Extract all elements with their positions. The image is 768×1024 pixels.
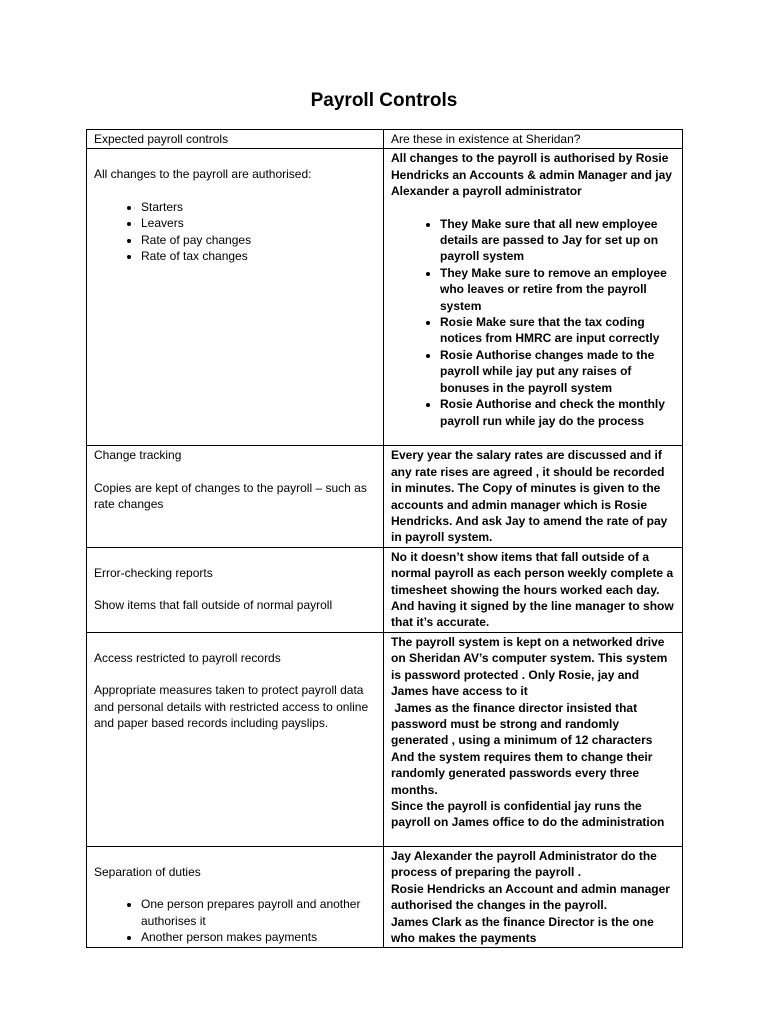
list-item: • They Make sure to remove an employee who leaves or retire from the payroll system xyxy=(440,265,675,314)
answer-paragraph: Jay Alexander the payroll Administrator do the process of preparing the payroll . xyxy=(391,848,657,880)
answer-list xyxy=(391,216,675,429)
row-description: Show items that fall outside of normal payroll xyxy=(94,598,333,613)
row-description: Copies are kept of changes to the payroll – such as rate changes xyxy=(94,480,367,512)
row-separation-left xyxy=(87,846,384,947)
answer-paragraph: James as the finance director insisted that password must be strong and randomly generated , using a minimum of 12 characters xyxy=(391,700,653,748)
row-separation-right xyxy=(384,846,683,947)
row-authorisation-right xyxy=(384,149,683,446)
answer-text: Every year the salary rates are discussed and if any rate rises are agreed , it should be recorded in minutes. The Copy of minutes is given to the accounts and admin manager which is Rosie Hendricks. And ask Jay to amend the rate of pay in payroll system. xyxy=(391,448,668,545)
list-item: • Starters xyxy=(141,199,376,215)
list-item: • Rosie Make sure that the tax coding notices from HMRC are input correctly xyxy=(440,314,675,347)
row-label: All changes to the payroll are authorised: xyxy=(94,167,312,182)
table-row xyxy=(87,149,683,446)
list-item: • One person prepares payroll and another authorises it xyxy=(141,896,376,929)
row-access-right xyxy=(384,632,683,846)
row-description: Appropriate measures taken to protect payroll data and personal details with restricted access to online and paper based records including payslips. xyxy=(94,683,369,731)
answer-paragraph: The payroll system is kept on a networked drive on Sheridan AV’s computer system. This system is password protected . Only Rosie, jay and James have access to it xyxy=(391,634,668,699)
answer-paragraph: Rosie Hendricks an Account and admin manager authorised the changes in the payroll. xyxy=(391,881,670,913)
table-row xyxy=(87,846,683,947)
answer-paragraph: Since the payroll is confidential jay runs the payroll on James office to do the administration xyxy=(391,798,665,830)
answer-paragraph: And the system requires them to change their randomly generated passwords every three months. xyxy=(391,749,653,797)
row-error-checking-left xyxy=(87,547,384,632)
table-row xyxy=(87,547,683,632)
answer-text: All changes to the payroll is authorised by Rosie Hendricks an Accounts & admin Manager and jay Alexander a payroll administrator xyxy=(391,151,672,199)
list-item: • Rate of pay changes xyxy=(141,232,376,248)
list-item: • Rate of tax changes xyxy=(141,248,376,264)
list-item: • Rosie Authorise changes made to the payroll while jay put any raises of bonuses in the payroll system xyxy=(440,347,675,396)
row-access-left xyxy=(87,632,384,846)
row-authorisation-left xyxy=(87,149,384,446)
list-item: • Another person makes payments xyxy=(141,929,376,945)
row-change-tracking-right xyxy=(384,446,683,547)
row-label: Separation of duties xyxy=(94,864,201,879)
row-label: Error-checking reports xyxy=(94,565,213,580)
table-header-row xyxy=(87,130,683,149)
header-existence-at-sheridan: Are these in existence at Sheridan? xyxy=(384,130,683,149)
row-label: Change tracking xyxy=(94,448,182,463)
list-item: • They Make sure that all new employee details are passed to Jay for set up on payroll system xyxy=(440,216,675,265)
answer-paragraph: James Clark as the finance Director is the one who makes the payments xyxy=(391,914,654,945)
page-title: Payroll Controls xyxy=(310,90,458,111)
table-row xyxy=(87,446,683,547)
list-item: • Rosie Authorise and check the monthly payroll run while jay do the process xyxy=(440,396,675,429)
list-item: • Leavers xyxy=(141,215,376,231)
table-row xyxy=(87,632,683,846)
row-error-checking-right xyxy=(384,547,683,632)
header-expected-controls: Expected payroll controls xyxy=(87,130,384,149)
separation-list xyxy=(94,896,376,945)
authorisation-list xyxy=(94,199,376,265)
answer-text: No it doesn’t show items that fall outside of a normal payroll as each person weekly complete a timesheet showing the hours worked each day. And having it signed by the line manager to show that it’s accurate. xyxy=(391,549,674,630)
payroll-controls-table xyxy=(86,129,683,948)
row-label: Access restricted to payroll records xyxy=(94,650,281,665)
row-change-tracking-left xyxy=(87,446,384,547)
